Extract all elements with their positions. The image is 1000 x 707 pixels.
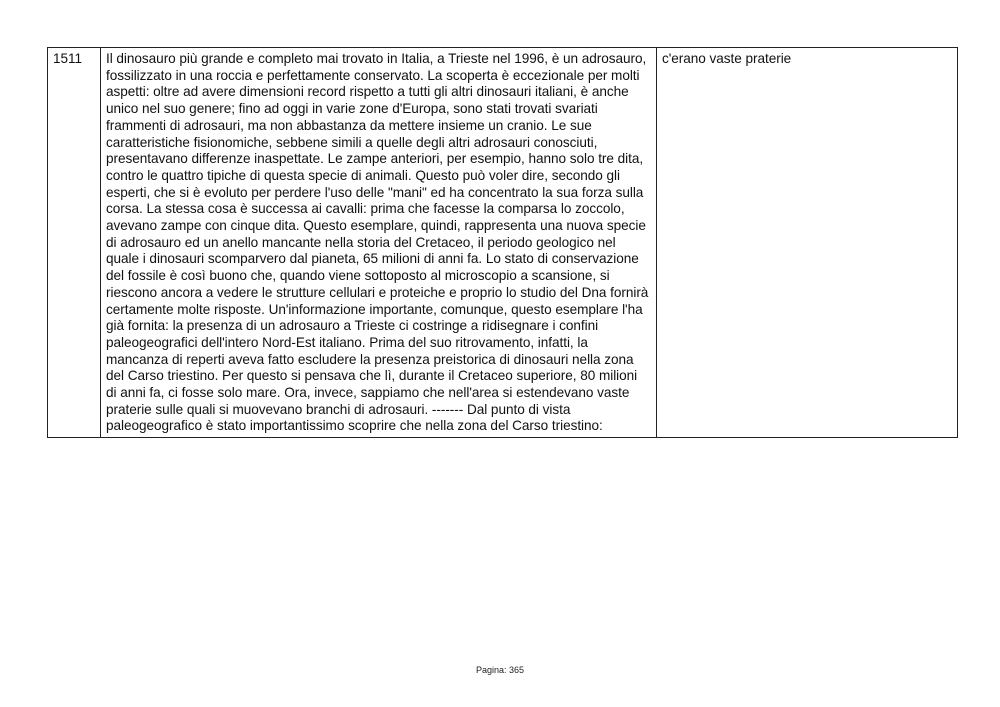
- question-text-cell: Il dinosauro più grande e completo mai trovato in Italia, a Trieste nel 1996, è un adrosauro, fossilizzato in una roccia e perfettamente conservato. La scoperta è eccezionale per molti aspetti: oltre ad avere dimensioni record rispetto a tutti gli altri dinosauri italiani, è anche unico nel suo genere; fino ad oggi in varie zone d'Europa, sono stati trovati svariati frammenti di adrosauri, ma non abbastanza da mettere insieme un cranio. Le sue caratteristiche fisionomiche, sebbene simili a quelle degli altri adrosauri conosciuti, presentavano differenze inaspettate. Le zampe anteriori, per esempio, hanno solo tre dita, contro le quattro tipiche di questa specie di animali. Questo può voler dire, secondo gli esperti, che si è evoluto per perdere l'uso delle "mani" ed ha concentrato la sua forza sulla corsa. La stessa cosa è successa ai cavalli: prima che facesse la comparsa lo zoccolo, avevano zampe con cinque dita. Questo esemplare, quindi, rappresenta una nuova specie di adrosauro ed un anello mancante nella storia del Cretaceo, il periodo geologico nel quale i dinosauri scomparvero dal pianeta, 65 milioni di anni fa. Lo stato di conservazione del fossile è così buono che, quando viene sottoposto al microscopio a scansione, si riescono ancora a vedere le strutture cellulari e proteiche e proprio lo studio del Dna fornirà certamente molte risposte. Un'informazione importante, comunque, questo esemplare l'ha già fornita: la presenza di un adrosauro a Trieste ci costringe a ridisegnare i confini paleogeografici dell'intero Nord-Est italiano. Prima del suo ritrovamento, infatti, la mancanza di reperti aveva fatto escludere la presenza preistorica di dinosauri nella zona del Carso triestino. Per questo si pensava che lì, durante il Cretaceo superiore, 80 milioni di anni fa, ci fosse solo mare. Ora, invece, sappiamo che nell'area si estendevano vaste praterie sulle quali si muovevano branchi di adrosauri. ------- Dal punto di vista paleogeografico è stato importantissimo scoprire che nella zona del Carso triestino:: [101, 48, 657, 438]
- answer-text-cell: c'erano vaste praterie: [657, 48, 958, 438]
- record-table: [47, 47, 958, 438]
- record-id-cell: 1511: [48, 48, 101, 438]
- table-row: [48, 48, 958, 438]
- page-number-footer: Pagina: 365: [475, 665, 525, 675]
